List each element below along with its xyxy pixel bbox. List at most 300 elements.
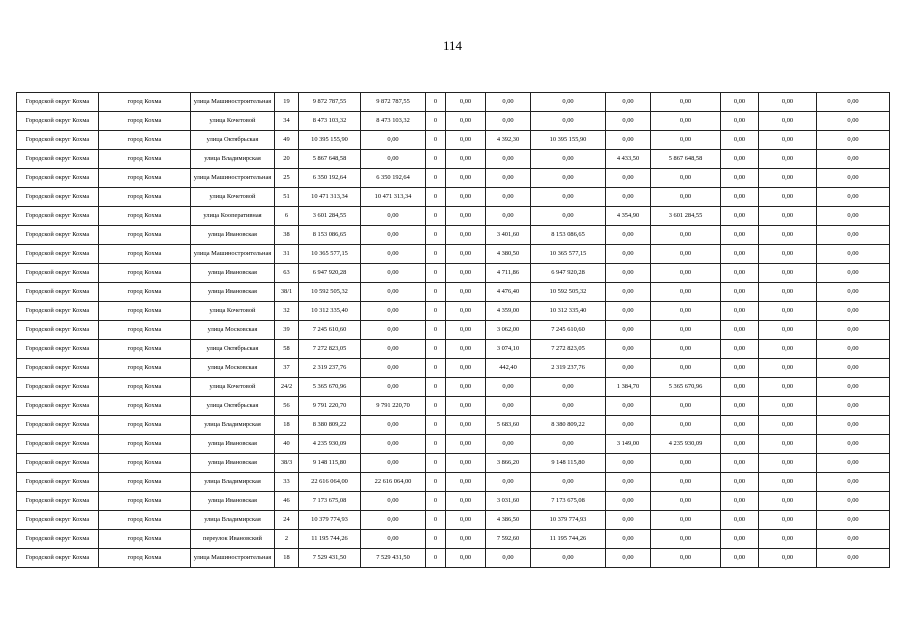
cell-cost-c: 9 148 115,80 [531,454,606,473]
table-row [17,207,890,226]
cell-amount-e: 0,00 [721,321,759,340]
cell-amount-b: 0,00 [446,302,486,321]
cell-amount-e: 0,00 [721,150,759,169]
cell-count: 0 [426,340,446,359]
table-row [17,397,890,416]
cell-count: 0 [426,131,446,150]
cell-amount-e: 0,00 [721,416,759,435]
cell-area-d: 0,00 [606,530,651,549]
cell-amount-b: 0,00 [446,397,486,416]
cell-cost-c: 0,00 [531,207,606,226]
cell-cost-a: 0,00 [361,245,426,264]
cell-total-cost: 10 395 155,90 [299,131,361,150]
cell-amount-b: 0,00 [446,435,486,454]
cell-cost-a: 0,00 [361,302,426,321]
cell-settlement: город Кохма [99,150,191,169]
cell-amount-e: 0,00 [721,112,759,131]
cell-total-cost: 3 601 284,55 [299,207,361,226]
cell-amount-b: 0,00 [446,169,486,188]
cell-amount-e: 0,00 [721,207,759,226]
cell-house-number: 33 [275,473,299,492]
cell-area-c: 0,00 [486,169,531,188]
cell-house-number: 25 [275,169,299,188]
cell-amount-g: 0,00 [817,492,890,511]
cell-amount-b: 0,00 [446,264,486,283]
cell-amount-g: 0,00 [817,359,890,378]
cell-street: улица Ивановская [191,283,275,302]
cell-area-c: 0,00 [486,435,531,454]
cell-municipality: Городской округ Кохма [17,283,99,302]
cell-cost-c: 7 173 675,08 [531,492,606,511]
cell-amount-b: 0,00 [446,93,486,112]
table-row [17,169,890,188]
cell-total-cost: 4 235 930,09 [299,435,361,454]
cell-total-cost: 9 791 220,70 [299,397,361,416]
cell-area-c: 4 476,40 [486,283,531,302]
cell-house-number: 38 [275,226,299,245]
cell-amount-f: 0,00 [759,359,817,378]
cell-cost-d: 0,00 [651,473,721,492]
cell-street: улица Ивановская [191,454,275,473]
cell-municipality: Городской округ Кохма [17,549,99,568]
cell-cost-c: 0,00 [531,112,606,131]
cell-amount-f: 0,00 [759,492,817,511]
cell-amount-e: 0,00 [721,169,759,188]
cell-cost-d: 0,00 [651,492,721,511]
cell-house-number: 46 [275,492,299,511]
cell-total-cost: 2 319 237,76 [299,359,361,378]
cell-amount-g: 0,00 [817,454,890,473]
cell-count: 0 [426,169,446,188]
cell-municipality: Городской округ Кохма [17,359,99,378]
cell-amount-e: 0,00 [721,454,759,473]
cell-total-cost: 10 592 505,32 [299,283,361,302]
cell-municipality: Городской округ Кохма [17,454,99,473]
cell-street: улица Машиностроительная [191,549,275,568]
cell-cost-c: 10 312 335,40 [531,302,606,321]
cell-area-c: 7 592,60 [486,530,531,549]
cell-settlement: город Кохма [99,340,191,359]
cell-cost-c: 7 245 610,60 [531,321,606,340]
cell-amount-e: 0,00 [721,492,759,511]
cell-amount-e: 0,00 [721,397,759,416]
cell-amount-b: 0,00 [446,150,486,169]
cell-house-number: 18 [275,549,299,568]
cell-amount-e: 0,00 [721,435,759,454]
table-row [17,340,890,359]
cell-area-d: 0,00 [606,359,651,378]
cell-cost-d: 5 365 670,96 [651,378,721,397]
cell-cost-a: 0,00 [361,416,426,435]
table-row [17,549,890,568]
cell-area-c: 0,00 [486,397,531,416]
cell-cost-d: 0,00 [651,131,721,150]
cell-municipality: Городской округ Кохма [17,131,99,150]
table-row [17,93,890,112]
cell-amount-e: 0,00 [721,283,759,302]
cell-cost-d: 0,00 [651,264,721,283]
cell-count: 0 [426,530,446,549]
cell-area-d: 0,00 [606,473,651,492]
cell-street: улица Владимирская [191,511,275,530]
cell-house-number: 6 [275,207,299,226]
cell-amount-g: 0,00 [817,226,890,245]
cell-area-c: 4 711,86 [486,264,531,283]
cell-area-d: 0,00 [606,340,651,359]
cell-amount-b: 0,00 [446,549,486,568]
table-row [17,435,890,454]
table-body [17,93,890,568]
cell-municipality: Городской округ Кохма [17,226,99,245]
cell-count: 0 [426,264,446,283]
cell-cost-c: 2 319 237,76 [531,359,606,378]
cell-count: 0 [426,302,446,321]
cell-amount-g: 0,00 [817,416,890,435]
cell-street: улица Кочетовой [191,112,275,131]
cell-total-cost: 10 365 577,15 [299,245,361,264]
cell-total-cost: 8 153 086,65 [299,226,361,245]
cell-amount-b: 0,00 [446,188,486,207]
table-row [17,245,890,264]
cell-settlement: город Кохма [99,264,191,283]
cell-area-d: 0,00 [606,321,651,340]
cell-settlement: город Кохма [99,131,191,150]
cell-amount-f: 0,00 [759,93,817,112]
cell-cost-c: 10 592 505,32 [531,283,606,302]
cell-count: 0 [426,283,446,302]
cell-amount-b: 0,00 [446,473,486,492]
cell-cost-c: 0,00 [531,378,606,397]
cell-amount-g: 0,00 [817,169,890,188]
cell-total-cost: 6 350 192,64 [299,169,361,188]
cell-house-number: 32 [275,302,299,321]
cell-street: улица Кочетовой [191,302,275,321]
cell-cost-d: 0,00 [651,397,721,416]
cell-cost-c: 6 947 920,28 [531,264,606,283]
cell-settlement: город Кохма [99,530,191,549]
cell-cost-d: 0,00 [651,245,721,264]
cell-amount-g: 0,00 [817,93,890,112]
cell-count: 0 [426,359,446,378]
cell-count: 0 [426,454,446,473]
cell-cost-d: 0,00 [651,359,721,378]
data-table-container [16,92,889,568]
cell-cost-a: 0,00 [361,283,426,302]
cell-area-c: 0,00 [486,207,531,226]
cell-house-number: 38/1 [275,283,299,302]
cell-amount-e: 0,00 [721,359,759,378]
cell-amount-b: 0,00 [446,340,486,359]
cell-cost-d: 0,00 [651,169,721,188]
cell-cost-d: 3 601 284,55 [651,207,721,226]
cell-amount-g: 0,00 [817,131,890,150]
cell-area-c: 3 031,60 [486,492,531,511]
cell-amount-b: 0,00 [446,226,486,245]
cell-house-number: 34 [275,112,299,131]
cell-cost-d: 0,00 [651,416,721,435]
cell-cost-a: 8 473 103,32 [361,112,426,131]
cell-count: 0 [426,473,446,492]
cell-amount-b: 0,00 [446,511,486,530]
cell-amount-g: 0,00 [817,112,890,131]
cell-municipality: Городской округ Кохма [17,473,99,492]
cell-area-d: 0,00 [606,112,651,131]
cell-amount-e: 0,00 [721,473,759,492]
cell-amount-g: 0,00 [817,549,890,568]
cell-cost-d: 0,00 [651,511,721,530]
table-row [17,359,890,378]
cell-amount-g: 0,00 [817,378,890,397]
cell-house-number: 31 [275,245,299,264]
cell-settlement: город Кохма [99,454,191,473]
cell-amount-f: 0,00 [759,549,817,568]
cell-cost-a: 0,00 [361,264,426,283]
cell-amount-f: 0,00 [759,226,817,245]
cell-amount-f: 0,00 [759,435,817,454]
cell-cost-a: 0,00 [361,150,426,169]
cell-area-d: 0,00 [606,188,651,207]
cell-municipality: Городской округ Кохма [17,150,99,169]
cell-area-d: 0,00 [606,283,651,302]
cell-amount-f: 0,00 [759,473,817,492]
cell-cost-d: 0,00 [651,530,721,549]
cell-cost-d: 0,00 [651,340,721,359]
cell-house-number: 24/2 [275,378,299,397]
cell-cost-c: 8 153 086,65 [531,226,606,245]
cell-cost-c: 10 365 577,15 [531,245,606,264]
cell-cost-a: 22 616 064,00 [361,473,426,492]
cell-amount-f: 0,00 [759,530,817,549]
cell-municipality: Городской округ Кохма [17,340,99,359]
cell-cost-a: 7 529 431,50 [361,549,426,568]
cell-total-cost: 10 471 313,34 [299,188,361,207]
table-row [17,454,890,473]
cell-amount-e: 0,00 [721,511,759,530]
cell-street: улица Кооперативная [191,207,275,226]
cell-municipality: Городской округ Кохма [17,492,99,511]
cell-street: улица Ивановская [191,435,275,454]
cell-cost-c: 0,00 [531,435,606,454]
cell-house-number: 37 [275,359,299,378]
cell-cost-c: 7 272 823,05 [531,340,606,359]
table-row [17,131,890,150]
cell-area-d: 0,00 [606,454,651,473]
cell-house-number: 40 [275,435,299,454]
cell-amount-f: 0,00 [759,302,817,321]
cell-settlement: город Кохма [99,435,191,454]
cell-amount-e: 0,00 [721,131,759,150]
cell-total-cost: 11 195 744,26 [299,530,361,549]
cell-area-c: 0,00 [486,112,531,131]
cell-area-c: 3 866,20 [486,454,531,473]
cell-house-number: 24 [275,511,299,530]
cell-street: улица Ивановская [191,492,275,511]
cell-cost-a: 0,00 [361,321,426,340]
cell-cost-d: 0,00 [651,112,721,131]
cell-cost-d: 0,00 [651,302,721,321]
cell-amount-f: 0,00 [759,264,817,283]
cell-municipality: Городской округ Кохма [17,378,99,397]
cell-total-cost: 8 380 809,22 [299,416,361,435]
cell-cost-a: 10 471 313,34 [361,188,426,207]
table-row [17,530,890,549]
cell-settlement: город Кохма [99,226,191,245]
cell-count: 0 [426,321,446,340]
cell-count: 0 [426,112,446,131]
cell-amount-f: 0,00 [759,131,817,150]
cell-amount-b: 0,00 [446,245,486,264]
cell-settlement: город Кохма [99,511,191,530]
cell-total-cost: 7 245 610,60 [299,321,361,340]
table-row [17,283,890,302]
cell-area-d: 0,00 [606,492,651,511]
cell-amount-f: 0,00 [759,416,817,435]
cell-municipality: Городской округ Кохма [17,416,99,435]
cell-settlement: город Кохма [99,112,191,131]
cell-cost-d: 0,00 [651,188,721,207]
table-row [17,112,890,131]
cell-cost-a: 0,00 [361,492,426,511]
cell-area-d: 0,00 [606,416,651,435]
cell-area-c: 4 359,00 [486,302,531,321]
cell-amount-b: 0,00 [446,283,486,302]
cell-amount-e: 0,00 [721,530,759,549]
cell-cost-c: 0,00 [531,473,606,492]
cell-amount-f: 0,00 [759,321,817,340]
table-row [17,416,890,435]
cell-cost-c: 0,00 [531,188,606,207]
cell-area-d: 0,00 [606,549,651,568]
cell-total-cost: 22 616 064,00 [299,473,361,492]
cell-municipality: Городской округ Кохма [17,207,99,226]
cell-house-number: 56 [275,397,299,416]
cell-cost-a: 9 872 787,55 [361,93,426,112]
cell-area-d: 0,00 [606,169,651,188]
cell-amount-b: 0,00 [446,416,486,435]
cell-settlement: город Кохма [99,188,191,207]
cell-cost-c: 8 380 809,22 [531,416,606,435]
cell-amount-e: 0,00 [721,302,759,321]
cell-count: 0 [426,226,446,245]
cell-cost-d: 5 867 648,58 [651,150,721,169]
cell-cost-a: 0,00 [361,131,426,150]
cell-cost-d: 0,00 [651,549,721,568]
cell-total-cost: 7 529 431,50 [299,549,361,568]
cell-amount-g: 0,00 [817,150,890,169]
cell-amount-f: 0,00 [759,378,817,397]
cell-amount-e: 0,00 [721,93,759,112]
cell-area-c: 3 401,60 [486,226,531,245]
table-row [17,473,890,492]
cell-area-c: 3 062,00 [486,321,531,340]
cell-municipality: Городской округ Кохма [17,530,99,549]
table-row [17,188,890,207]
cell-amount-f: 0,00 [759,169,817,188]
cell-count: 0 [426,397,446,416]
cell-municipality: Городской округ Кохма [17,397,99,416]
cell-municipality: Городской округ Кохма [17,511,99,530]
cell-cost-c: 0,00 [531,169,606,188]
cell-municipality: Городской округ Кохма [17,302,99,321]
cell-area-d: 4 354,90 [606,207,651,226]
cell-total-cost: 7 173 675,08 [299,492,361,511]
cell-total-cost: 5 365 670,96 [299,378,361,397]
table-row [17,302,890,321]
cell-cost-a: 0,00 [361,359,426,378]
cell-total-cost: 10 312 335,40 [299,302,361,321]
cell-amount-f: 0,00 [759,511,817,530]
table-row [17,226,890,245]
cell-amount-f: 0,00 [759,283,817,302]
cell-municipality: Городской округ Кохма [17,188,99,207]
cell-amount-g: 0,00 [817,530,890,549]
cell-municipality: Городской округ Кохма [17,264,99,283]
cell-area-c: 4 380,50 [486,245,531,264]
table-row [17,321,890,340]
cell-house-number: 20 [275,150,299,169]
cell-municipality: Городской округ Кохма [17,93,99,112]
cell-cost-c: 0,00 [531,93,606,112]
cell-amount-e: 0,00 [721,264,759,283]
cell-settlement: город Кохма [99,93,191,112]
cell-settlement: город Кохма [99,302,191,321]
cell-cost-a: 0,00 [361,511,426,530]
cell-street: улица Ивановская [191,264,275,283]
cell-total-cost: 6 947 920,28 [299,264,361,283]
cell-area-c: 3 074,10 [486,340,531,359]
cell-amount-g: 0,00 [817,283,890,302]
cell-count: 0 [426,150,446,169]
cell-street: улица Владимирская [191,150,275,169]
cell-cost-d: 0,00 [651,93,721,112]
cell-house-number: 39 [275,321,299,340]
cell-amount-b: 0,00 [446,207,486,226]
cell-total-cost: 7 272 823,05 [299,340,361,359]
cell-area-c: 0,00 [486,549,531,568]
cell-cost-c: 0,00 [531,397,606,416]
cell-amount-g: 0,00 [817,397,890,416]
cell-settlement: город Кохма [99,283,191,302]
cell-street: улица Октябрьская [191,340,275,359]
cell-amount-g: 0,00 [817,188,890,207]
cell-amount-g: 0,00 [817,207,890,226]
cell-house-number: 63 [275,264,299,283]
table-row [17,378,890,397]
cell-house-number: 38/3 [275,454,299,473]
cell-count: 0 [426,435,446,454]
cell-street: улица Машиностроительная [191,93,275,112]
cell-street: улица Кочетовой [191,378,275,397]
table-row [17,264,890,283]
cell-area-c: 5 683,60 [486,416,531,435]
cell-amount-f: 0,00 [759,397,817,416]
cell-amount-b: 0,00 [446,321,486,340]
cell-cost-a: 0,00 [361,378,426,397]
cell-municipality: Городской округ Кохма [17,435,99,454]
cell-house-number: 18 [275,416,299,435]
cell-cost-a: 0,00 [361,530,426,549]
cell-settlement: город Кохма [99,416,191,435]
cell-count: 0 [426,188,446,207]
cell-house-number: 51 [275,188,299,207]
cell-house-number: 58 [275,340,299,359]
cell-cost-c: 0,00 [531,549,606,568]
cell-area-c: 0,00 [486,473,531,492]
cell-amount-g: 0,00 [817,435,890,454]
cell-area-d: 0,00 [606,93,651,112]
cell-street: улица Владимирская [191,473,275,492]
cell-amount-b: 0,00 [446,530,486,549]
